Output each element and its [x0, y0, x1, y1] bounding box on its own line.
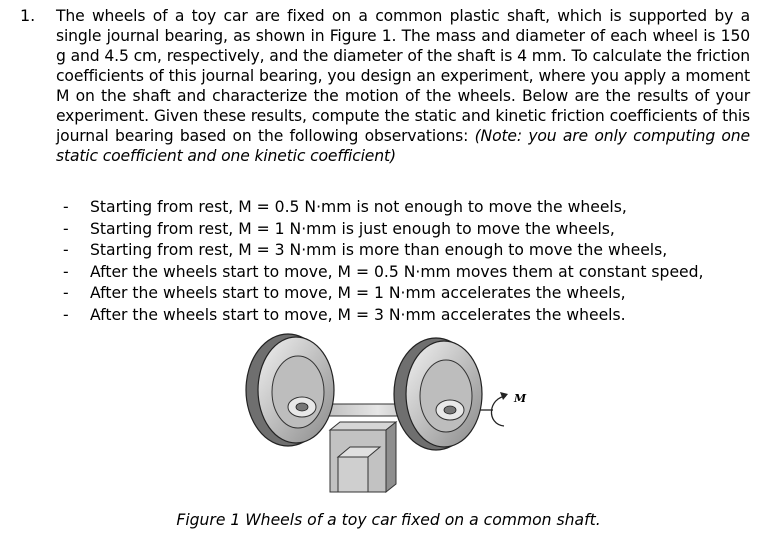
left-wheel: [246, 334, 334, 446]
observation-item: - Starting from rest, M = 3 N·mm is more than enough to move the wheels,: [63, 240, 763, 262]
bullet-dash: -: [63, 262, 69, 281]
right-wheel: [394, 338, 482, 450]
moment-arrow: [491, 392, 527, 426]
problem-body: The wheels of a toy car are fixed on a common plastic shaft, which is supported by a single journal bearing, as shown in Figure 1. The mass and diameter of each wheel is 150 g and 4.5 cm, respectively, and the diameter of the shaft is 4 mm. To calculate the friction coefficients of this journal bearing, you design an experiment, where you apply a moment M on the shaft and characterize the motion of the wheels. Below are the results of your experiment. Given these results, compute the static and kinetic friction coefficients of this journal bearing based on the following observations:: [56, 7, 750, 145]
figure-toy-car-wheels: [238, 332, 548, 502]
observation-list: [63, 197, 763, 326]
observation-item: - Starting from rest, M = 0.5 N·mm is not enough to move the wheels,: [63, 197, 763, 219]
problem-number: 1.: [20, 6, 36, 25]
wheel-shaft-illustration: [238, 332, 548, 502]
bearing-block: [330, 422, 396, 492]
observation-item: - After the wheels start to move, M = 3 N·mm accelerates the wheels.: [63, 305, 763, 327]
bullet-dash: -: [63, 241, 69, 259]
observation-item: - After the wheels start to move, M = 0.5 N·mm moves them at constant speed,: [63, 262, 763, 284]
problem-text: [56, 6, 750, 166]
figure-caption: Figure 1 Wheels of a toy car fixed on a common shaft.: [176, 511, 601, 529]
observation-item: - After the wheels start to move, M = 1 N·mm accelerates the wheels,: [63, 283, 763, 305]
bullet-dash: -: [63, 219, 69, 238]
bullet-dash: -: [63, 198, 69, 216]
observation-item: - Starting from rest, M = 1 N·mm is just enough to move the wheels,: [63, 219, 763, 241]
moment-label: M: [514, 392, 527, 405]
problem-note: (Note: you are only computing one static coefficient and one kinetic coefficient): [56, 127, 750, 165]
bullet-dash: -: [63, 305, 69, 324]
bullet-dash: -: [63, 284, 69, 302]
problem-1: [20, 6, 750, 166]
